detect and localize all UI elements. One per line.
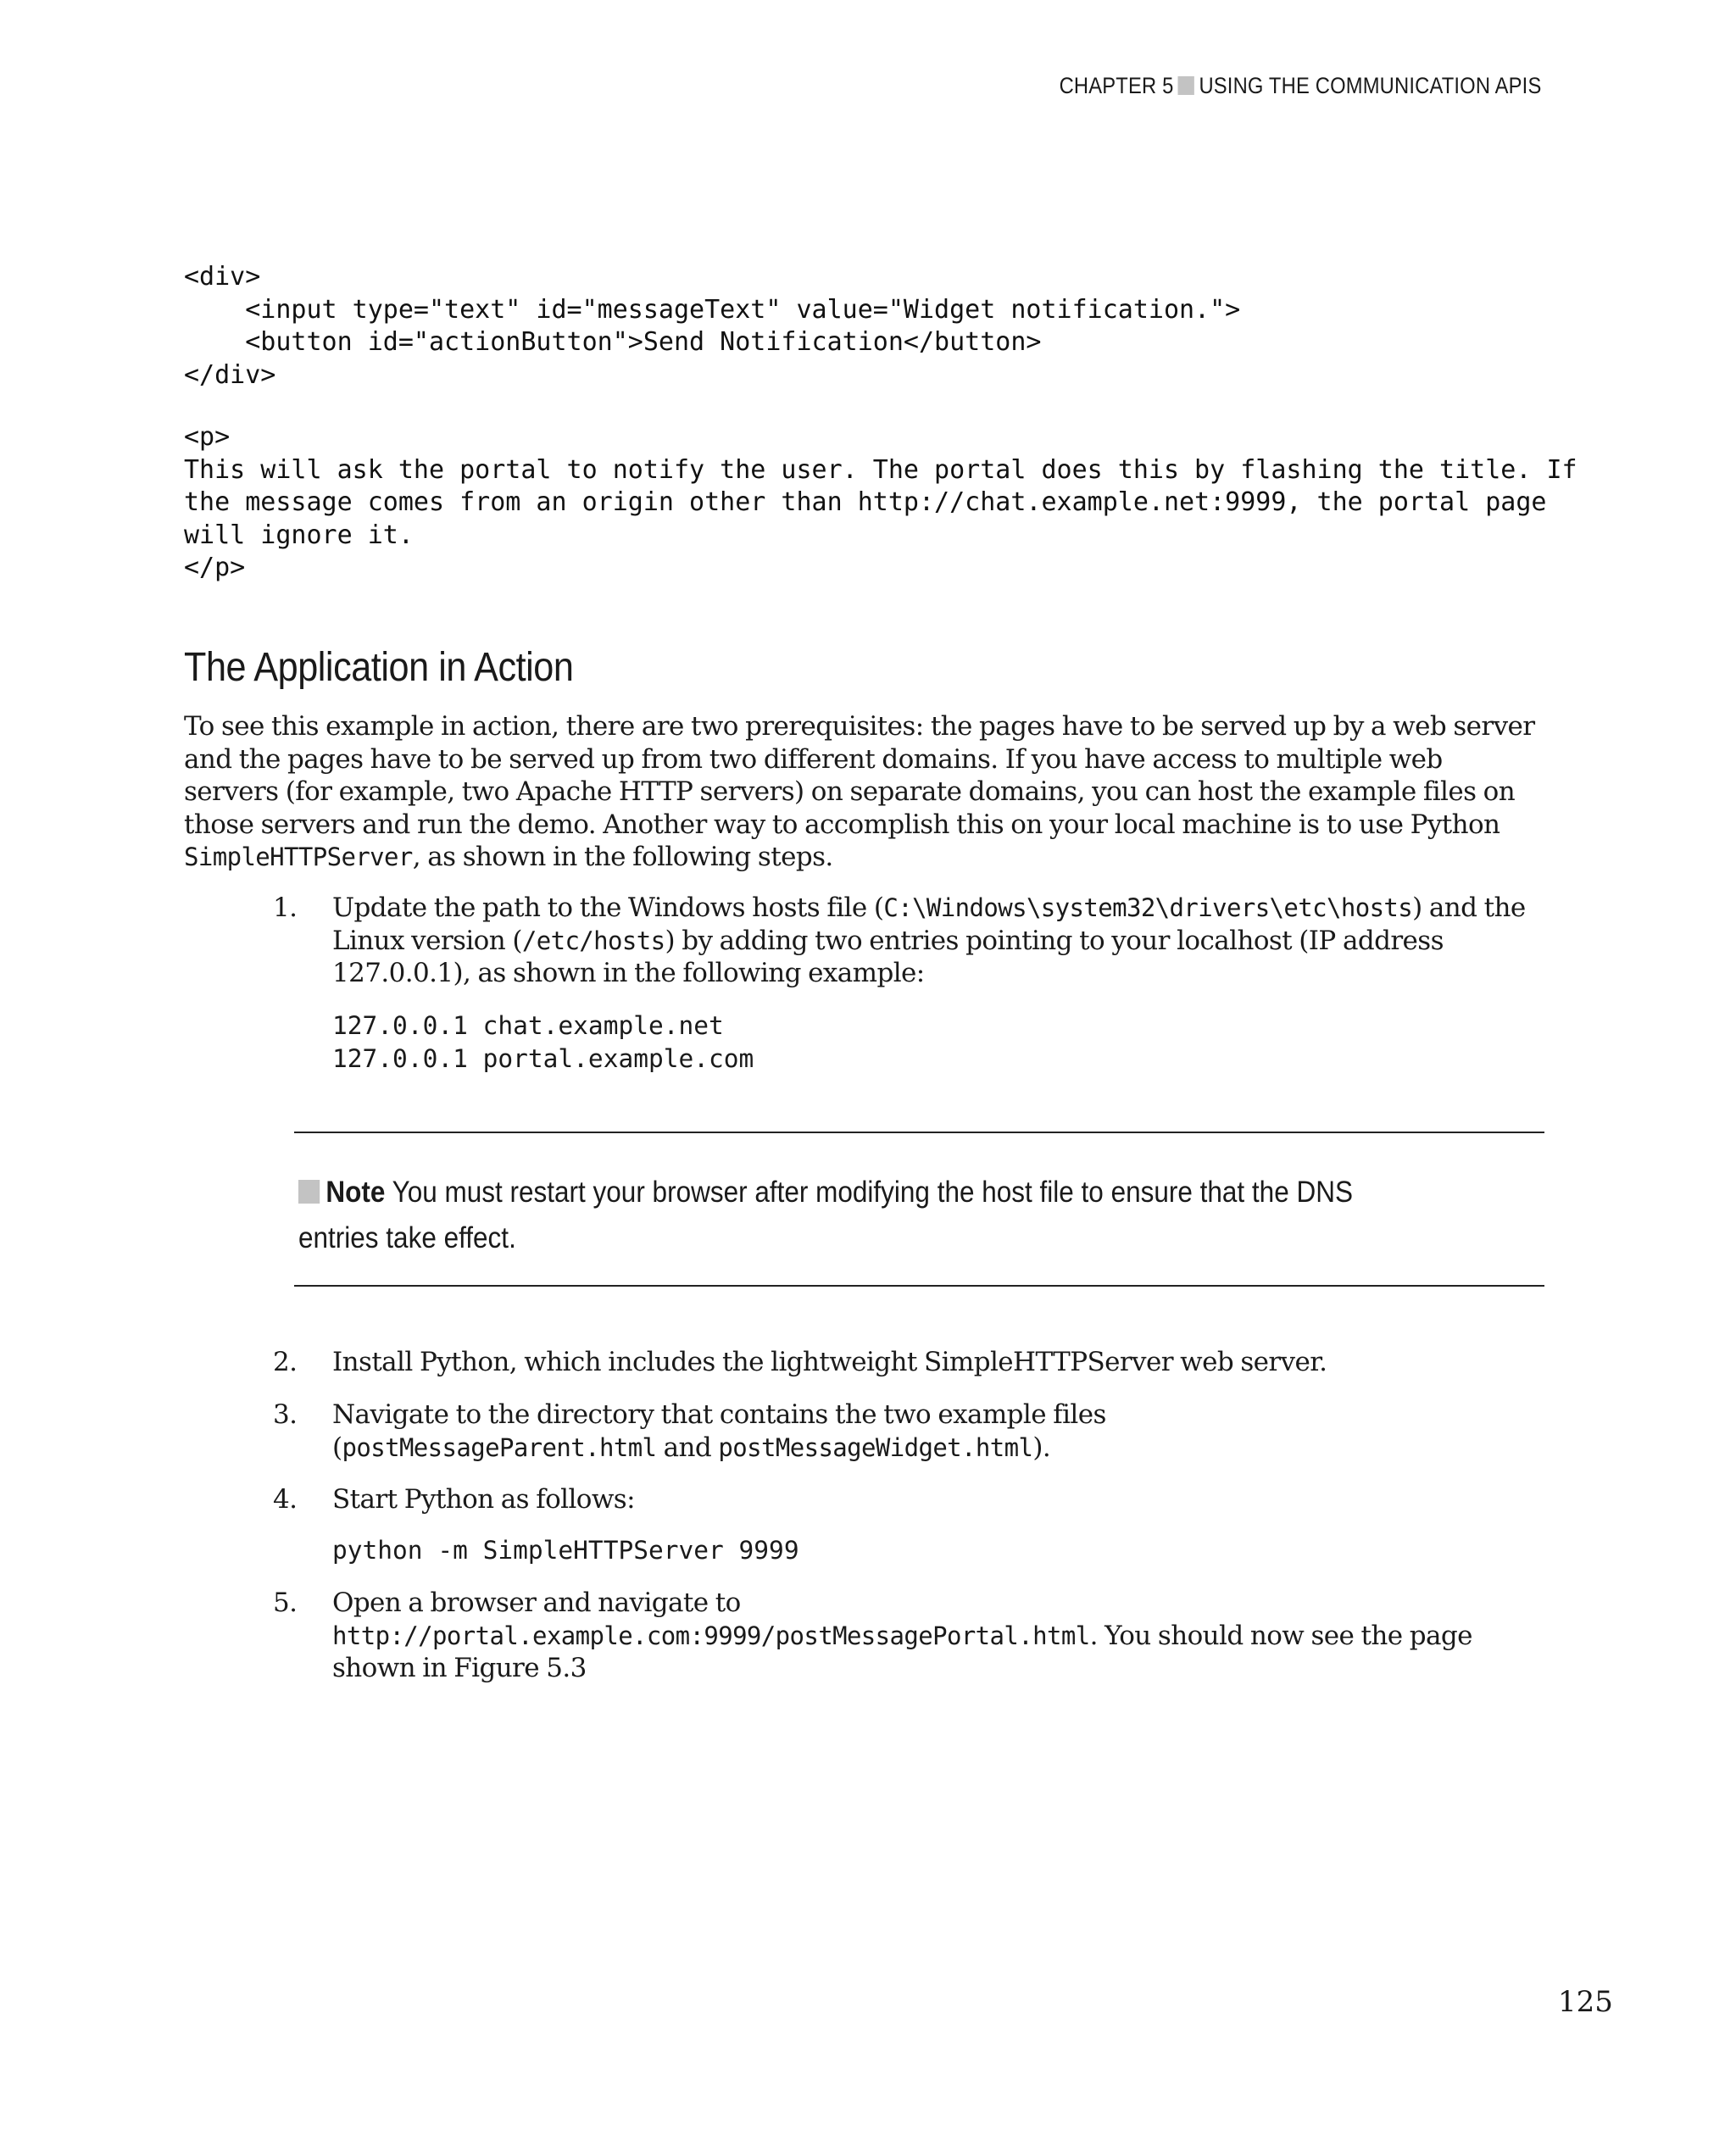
step-number: 5. xyxy=(273,1588,298,1618)
inline-code: postMessageWidget.html xyxy=(718,1432,1033,1462)
step-text: Start Python as follows: xyxy=(332,1484,635,1515)
code-block-html-div: <div> <input type="text" id="messageText" value="Widget notification."> <button id="actionButton">Send Notification</button> </div> xyxy=(184,262,1241,390)
code-block-hosts-entries: 127.0.0.1 chat.example.net 127.0.0.1 portal.example.com xyxy=(332,1011,754,1073)
intro-tail: , as shown in the following steps. xyxy=(412,842,833,872)
step-number: 4. xyxy=(273,1484,298,1515)
step-text: Install Python, which includes the lightweight SimpleHTTPServer web server. xyxy=(332,1347,1327,1377)
code-block-python-command: python -m SimpleHTTPServer 9999 xyxy=(332,1536,799,1565)
inline-code: C:\Windows\system32\drivers\etc\hosts xyxy=(883,893,1413,922)
inline-code: /etc/hosts xyxy=(521,926,665,955)
step-text: Navigate to the directory that contains the two example files (postMessageParent.html and postMessageWidget.html). xyxy=(332,1399,1106,1463)
section-heading: The Application in Action xyxy=(184,645,574,690)
step-4 xyxy=(273,1483,1527,1516)
page-number: 125 xyxy=(1558,1985,1613,2019)
inline-code-url: http://portal.example.com:9999/postMessagePortal.html xyxy=(332,1621,1090,1650)
note-box xyxy=(298,1170,1412,1261)
intro-text: To see this example in action, there are two prerequisites: the pages have to be served up by a web server and the pages have to be served up from two different domains. If you have access to multiple web servers (for example, two Apache HTTP servers) on separate domains, you can host the example files on those servers and run the demo. Another way to accomplish this on your local machine is to use Python xyxy=(184,711,1535,840)
square-bullet-icon xyxy=(1177,76,1194,95)
square-bullet-icon xyxy=(298,1180,320,1204)
chapter-title: USING THE COMMUNICATION APIS xyxy=(1198,73,1541,98)
code-block-html-paragraph: <p> This will ask the portal to notify the user. The portal does this by flashing the title. If the message comes from an origin other than http://chat.example.net:9999, the portal page will ignore it. </p> xyxy=(184,422,1577,582)
note-text: You must restart your browser after modifying the host file to ensure that the DNS entries take effect. xyxy=(298,1176,1353,1254)
step-number: 1. xyxy=(273,893,298,923)
inline-code: postMessageParent.html xyxy=(342,1432,657,1462)
intro-inline-code: SimpleHTTPServer xyxy=(184,842,413,871)
step-number: 2. xyxy=(273,1347,298,1377)
note-top-rule xyxy=(294,1132,1544,1133)
step-3 xyxy=(273,1399,1527,1464)
note-bottom-rule xyxy=(294,1285,1544,1287)
intro-paragraph xyxy=(184,710,1540,874)
running-head xyxy=(1059,73,1541,99)
note-label: Note xyxy=(326,1176,386,1209)
step-1 xyxy=(273,892,1527,990)
step-text: Open a browser and navigate to http://portal.example.com:9999/postMessagePortal.html. You should now see the page shown in Figure 5.3 xyxy=(332,1588,1472,1683)
chapter-label: CHAPTER 5 xyxy=(1059,73,1174,98)
step-number: 3. xyxy=(273,1399,298,1430)
step-2 xyxy=(273,1346,1527,1379)
step-5 xyxy=(273,1587,1527,1685)
step-text: Update the path to the Windows hosts file (C:\Windows\system32\drivers\etc\hosts) and the Linux version (/etc/hosts) by adding two entries pointing to your localhost (IP address 127.0.0.1), as shown in the following example: xyxy=(332,893,1526,988)
